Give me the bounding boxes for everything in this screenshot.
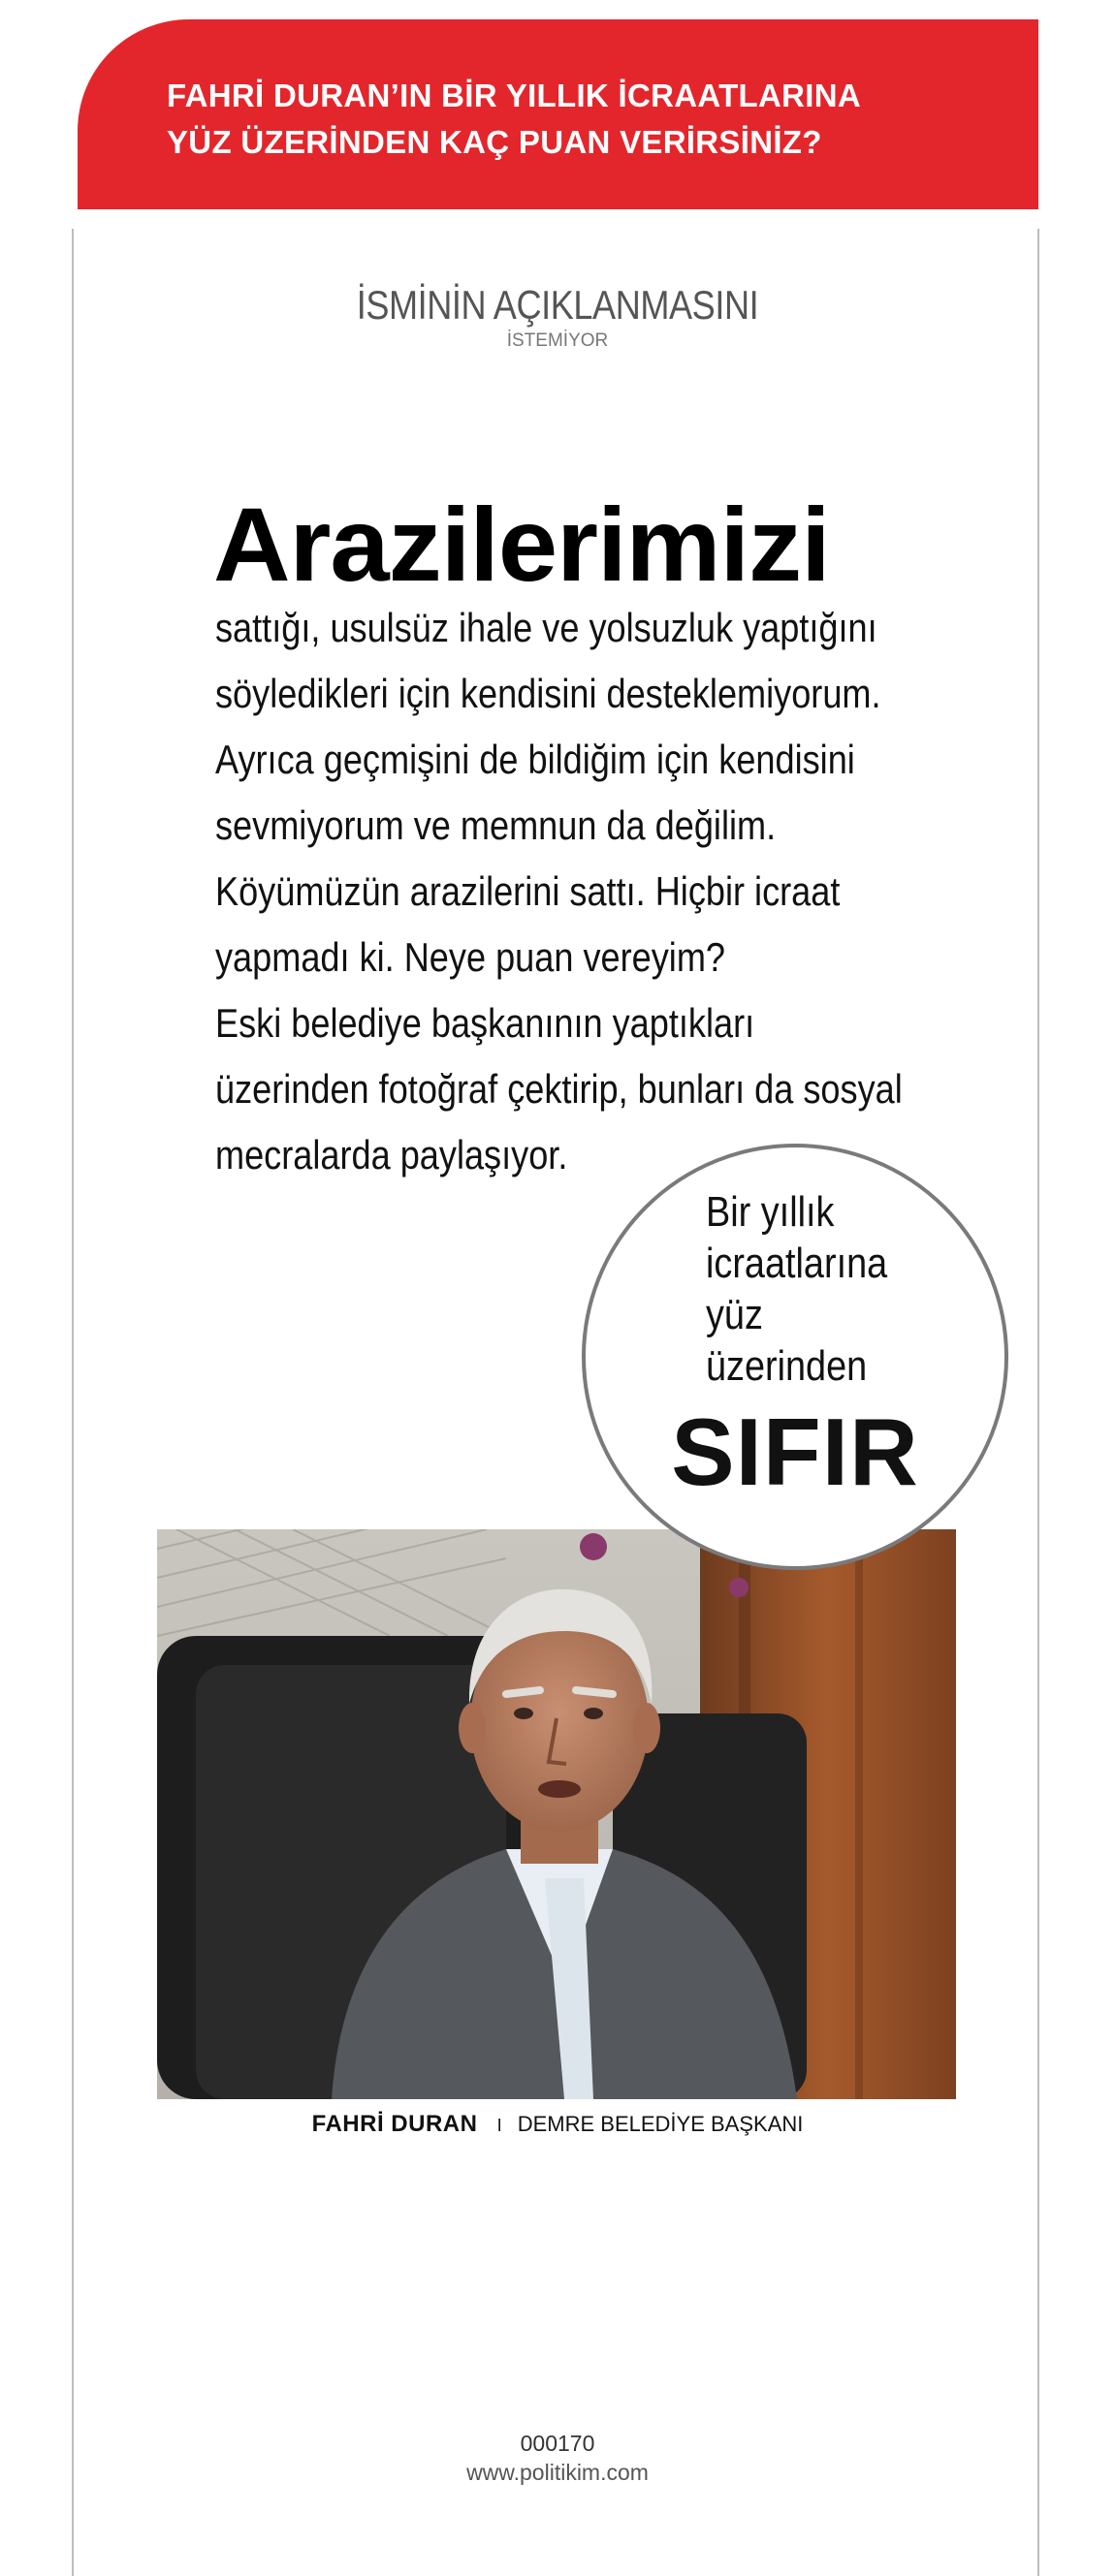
score-caption-line: Bir yıllık — [706, 1188, 835, 1236]
score-caption-line: üzerinden — [706, 1342, 868, 1390]
quote-line: söyledikleri için kendisini desteklemiyorum. — [215, 671, 881, 716]
banner-line-1: FAHRİ DURAN’IN BİR YILLIK İCRAATLARINA — [167, 78, 861, 113]
quote-line: yapmadı ki. Neye puan vereyim? — [215, 934, 725, 980]
score-caption-line: yüz — [706, 1291, 763, 1338]
footer-url[interactable]: www.politikim.com — [466, 2460, 649, 2485]
quote-line: sattığı, usulsüz ihale ve yolsuzluk yaptığını — [215, 605, 877, 650]
footer — [0, 2429, 1115, 2487]
quote-headline: Arazilerimizi — [213, 486, 830, 603]
score-value: SIFIR — [671, 1398, 919, 1505]
caption-separator: I — [496, 2116, 502, 2135]
caption-name: FAHRİ DURAN — [311, 2111, 478, 2137]
question-banner — [78, 19, 1038, 209]
footer-code: 000170 — [520, 2431, 595, 2456]
quote-line: üzerinden fotoğraf çektirip, bunları da sosyal — [215, 1066, 903, 1112]
mayor-portrait-illustration — [157, 1529, 956, 2099]
quote-line: Eski belediye başkanının yaptıkları — [215, 1000, 755, 1046]
respondent-line-1: İSMİNİN AÇIKLANMASINI — [356, 282, 759, 328]
quote-line: sevmiyorum ve memnun da değilim. — [215, 802, 777, 848]
score-caption — [706, 1186, 917, 1392]
quote-body — [215, 595, 1014, 1188]
score-caption-line: icraatlarına — [706, 1240, 888, 1287]
quote-line: Köyümüzün arazilerini sattı. Hiçbir icraat — [215, 868, 841, 914]
caption-title: DEMRE BELEDİYE BAŞKANI — [517, 2112, 804, 2136]
respondent-line-2: İSTEMİYOR — [506, 330, 609, 351]
respondent-label — [0, 281, 1115, 353]
photo-caption — [0, 2111, 1115, 2138]
quote-line: mecralarda paylaşıyor. — [215, 1132, 568, 1178]
mayor-photo — [157, 1529, 956, 2099]
score-circle — [582, 1144, 1008, 1570]
banner-line-2: YÜZ ÜZERİNDEN KAÇ PUAN VERİRSİNİZ? — [167, 124, 822, 160]
quote-line: Ayrıca geçmişini de bildiğim için kendisini — [215, 737, 855, 782]
